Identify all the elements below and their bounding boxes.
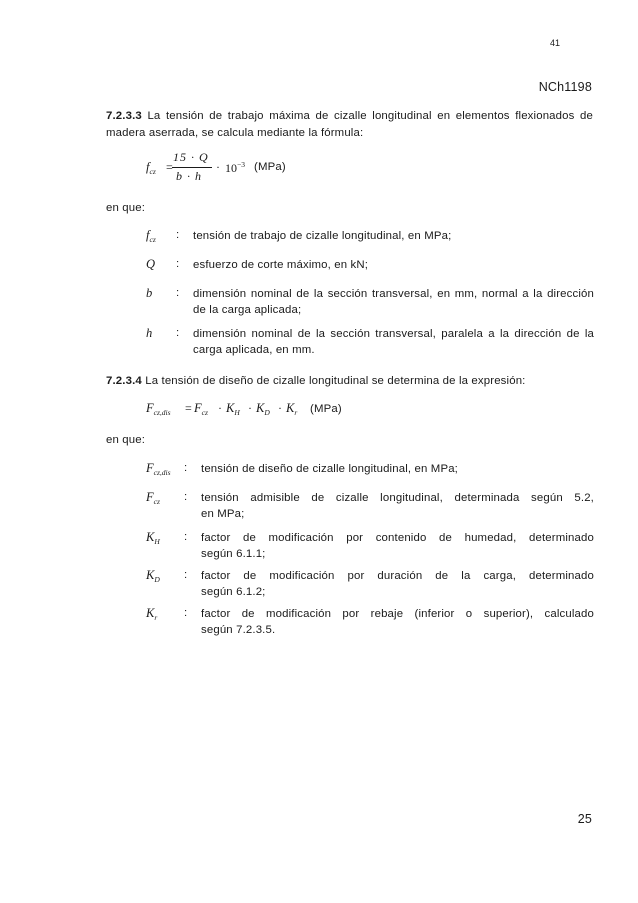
formula-fcz bbox=[146, 148, 306, 188]
def-text-line1: dimensión nominal de la sección transversal, en mm, normal a la dirección bbox=[193, 288, 594, 300]
def-text: tensión de diseño de cizalle longitudinal, en MPa; bbox=[201, 463, 458, 475]
formula-denominator: b · h bbox=[176, 169, 202, 183]
def-colon: : bbox=[184, 491, 188, 503]
formula-term-kd: $K_D$ bbox=[256, 401, 270, 417]
top-page-number: 41 bbox=[550, 38, 561, 48]
definition-h bbox=[146, 326, 594, 360]
def-text-line1: factor de modificación por contenido de humedad, determinado bbox=[201, 532, 594, 544]
def-colon: : bbox=[184, 569, 188, 581]
def-text-line2: de la carga aplicada; bbox=[193, 304, 302, 316]
def-text-line1: factor de modificación por duración de la carga, determinado bbox=[201, 570, 594, 582]
section-number-7233: 7.2.3.3 bbox=[106, 110, 142, 122]
formula-equals: = bbox=[166, 160, 173, 174]
def-text-line2: según 6.1.1; bbox=[201, 548, 266, 560]
standard-code: NCh1198 bbox=[538, 80, 592, 94]
def-symbol: b bbox=[146, 286, 153, 300]
fraction-line bbox=[172, 167, 212, 168]
formula-lhs: $f_{cz}$ bbox=[146, 160, 156, 176]
definition-kd bbox=[146, 568, 594, 602]
def-text-line2: según 7.2.3.5. bbox=[201, 624, 276, 636]
def-colon: : bbox=[176, 287, 180, 299]
bottom-page-number: 25 bbox=[577, 812, 592, 826]
def-colon: : bbox=[184, 462, 188, 474]
formula-numerator: 15 · Q bbox=[173, 150, 209, 164]
def-text-line2: carga aplicada, en mm. bbox=[193, 344, 315, 356]
def-symbol: $K_r$ bbox=[146, 606, 158, 622]
def-text-line2: según 6.1.2; bbox=[201, 586, 266, 598]
def-symbol: $F_{cz,dis}$ bbox=[146, 461, 171, 477]
def-text: esfuerzo de corte máximo, en kN; bbox=[193, 259, 369, 271]
paragraph-7234 bbox=[106, 373, 526, 390]
paragraph-7233-line2: madera aserrada, se calcula mediante la fórmula: bbox=[106, 127, 364, 139]
def-text-line1: factor de modificación por rebaje (inferior o superior), calculado bbox=[201, 608, 594, 620]
def-symbol: $f_{cz}$ bbox=[146, 228, 156, 244]
def-symbol: $F_{cz}$ bbox=[146, 490, 160, 506]
def-symbol: $K_H$ bbox=[146, 530, 160, 546]
formula-lhs: $F_{cz,dis}$ bbox=[146, 401, 171, 417]
paragraph-7233-line1 bbox=[106, 108, 593, 125]
def-colon: : bbox=[184, 531, 188, 543]
definition-fcz-adm bbox=[146, 490, 594, 524]
def-text-line1: tensión admisible de cizalle longitudinal, determinada según 5.2, bbox=[201, 492, 594, 504]
formula-term-kh: $K_H$ bbox=[226, 401, 240, 417]
formula-times: · bbox=[216, 160, 220, 174]
def-text-line2: en MPa; bbox=[201, 508, 245, 520]
en-que-2: en que: bbox=[106, 434, 146, 446]
section-number-7234: 7.2.3.4 bbox=[106, 375, 142, 387]
formula-term-fcz: $F_{cz}$ bbox=[194, 401, 208, 417]
formula-dot-2: · bbox=[248, 401, 252, 415]
formula-dot-1: · bbox=[218, 401, 222, 415]
def-text-line1: dimensión nominal de la sección transversal, paralela a la dirección de la bbox=[193, 328, 594, 340]
definition-kr bbox=[146, 606, 594, 640]
formula-unit: (MPa) bbox=[254, 161, 286, 173]
def-text: tensión de trabajo de cizalle longitudinal, en MPa; bbox=[193, 230, 452, 242]
formula-dot-3: · bbox=[278, 401, 282, 415]
def-symbol: h bbox=[146, 326, 153, 340]
formula-term-kr: $K_r$ bbox=[286, 401, 298, 417]
formula-fczdis bbox=[146, 401, 346, 421]
definition-b bbox=[146, 286, 594, 320]
def-colon: : bbox=[176, 258, 180, 270]
definition-kh bbox=[146, 530, 594, 564]
paragraph-7233-text1: La tensión de trabajo máxima de cizalle longitudinal en elementos flexionados de bbox=[147, 110, 593, 122]
def-symbol: Q bbox=[146, 257, 156, 271]
formula-power: $10^{-3}$ bbox=[225, 160, 245, 175]
paragraph-7234-text1: La tensión de diseño de cizalle longitudinal se determina de la expresión: bbox=[145, 375, 526, 387]
def-colon: : bbox=[184, 607, 188, 619]
def-symbol: $K_D$ bbox=[146, 568, 160, 584]
formula-equals: = bbox=[185, 401, 192, 415]
formula-unit: (MPa) bbox=[310, 403, 342, 415]
def-colon: : bbox=[176, 327, 180, 339]
en-que-1: en que: bbox=[106, 202, 146, 214]
def-colon: : bbox=[176, 229, 180, 241]
